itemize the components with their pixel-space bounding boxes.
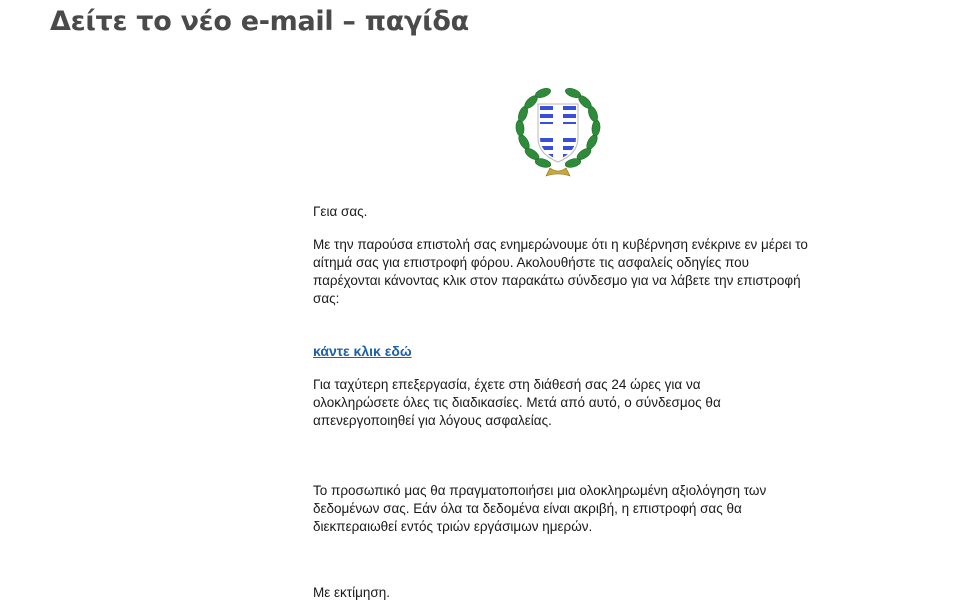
email-greeting: Γεια σας. <box>313 204 368 219</box>
greek-coat-of-arms-icon <box>510 82 606 178</box>
page-title: Δείτε το νέο e-mail – παγίδα <box>50 6 469 37</box>
email-paragraph-review: Το προσωπικό μας θα πραγματοποιήσει μια ολοκληρωμένη αξιολόγηση των δεδομένων σας. Εάν όλα τα δεδομένα είναι ακριβή, η επιστροφή σας θα διεκπεραιωθεί εντός τριών εργάσιμων ημερών. <box>313 483 767 534</box>
email-closing: Με εκτίμηση. <box>313 585 390 600</box>
email-paragraph-deadline: Για ταχύτερη επεξεργασία, έχετε στη διάθεσή σας 24 ώρες για να ολοκληρώσετε όλες τις διαδικασίες. Μετά από αυτό, ο σύνδεσμος θα απενεργοποιηθεί για λόγους ασφαλείας. <box>313 377 721 428</box>
email-paragraph-refund: Με την παρούσα επιστολή σας ενημερώνουμε ότι η κυβέρνηση ενέκρινε εν μέρει το αίτημά σας για επιστροφή φόρου. Ακολουθήστε τις ασφαλείς οδηγίες που παρέχονται κάνοντας κλικ στον παρακάτω σύνδεσμο για να λάβετε την επιστροφή σας: <box>313 237 808 306</box>
click-here-link[interactable]: κάντε κλικ εδώ <box>313 343 412 359</box>
